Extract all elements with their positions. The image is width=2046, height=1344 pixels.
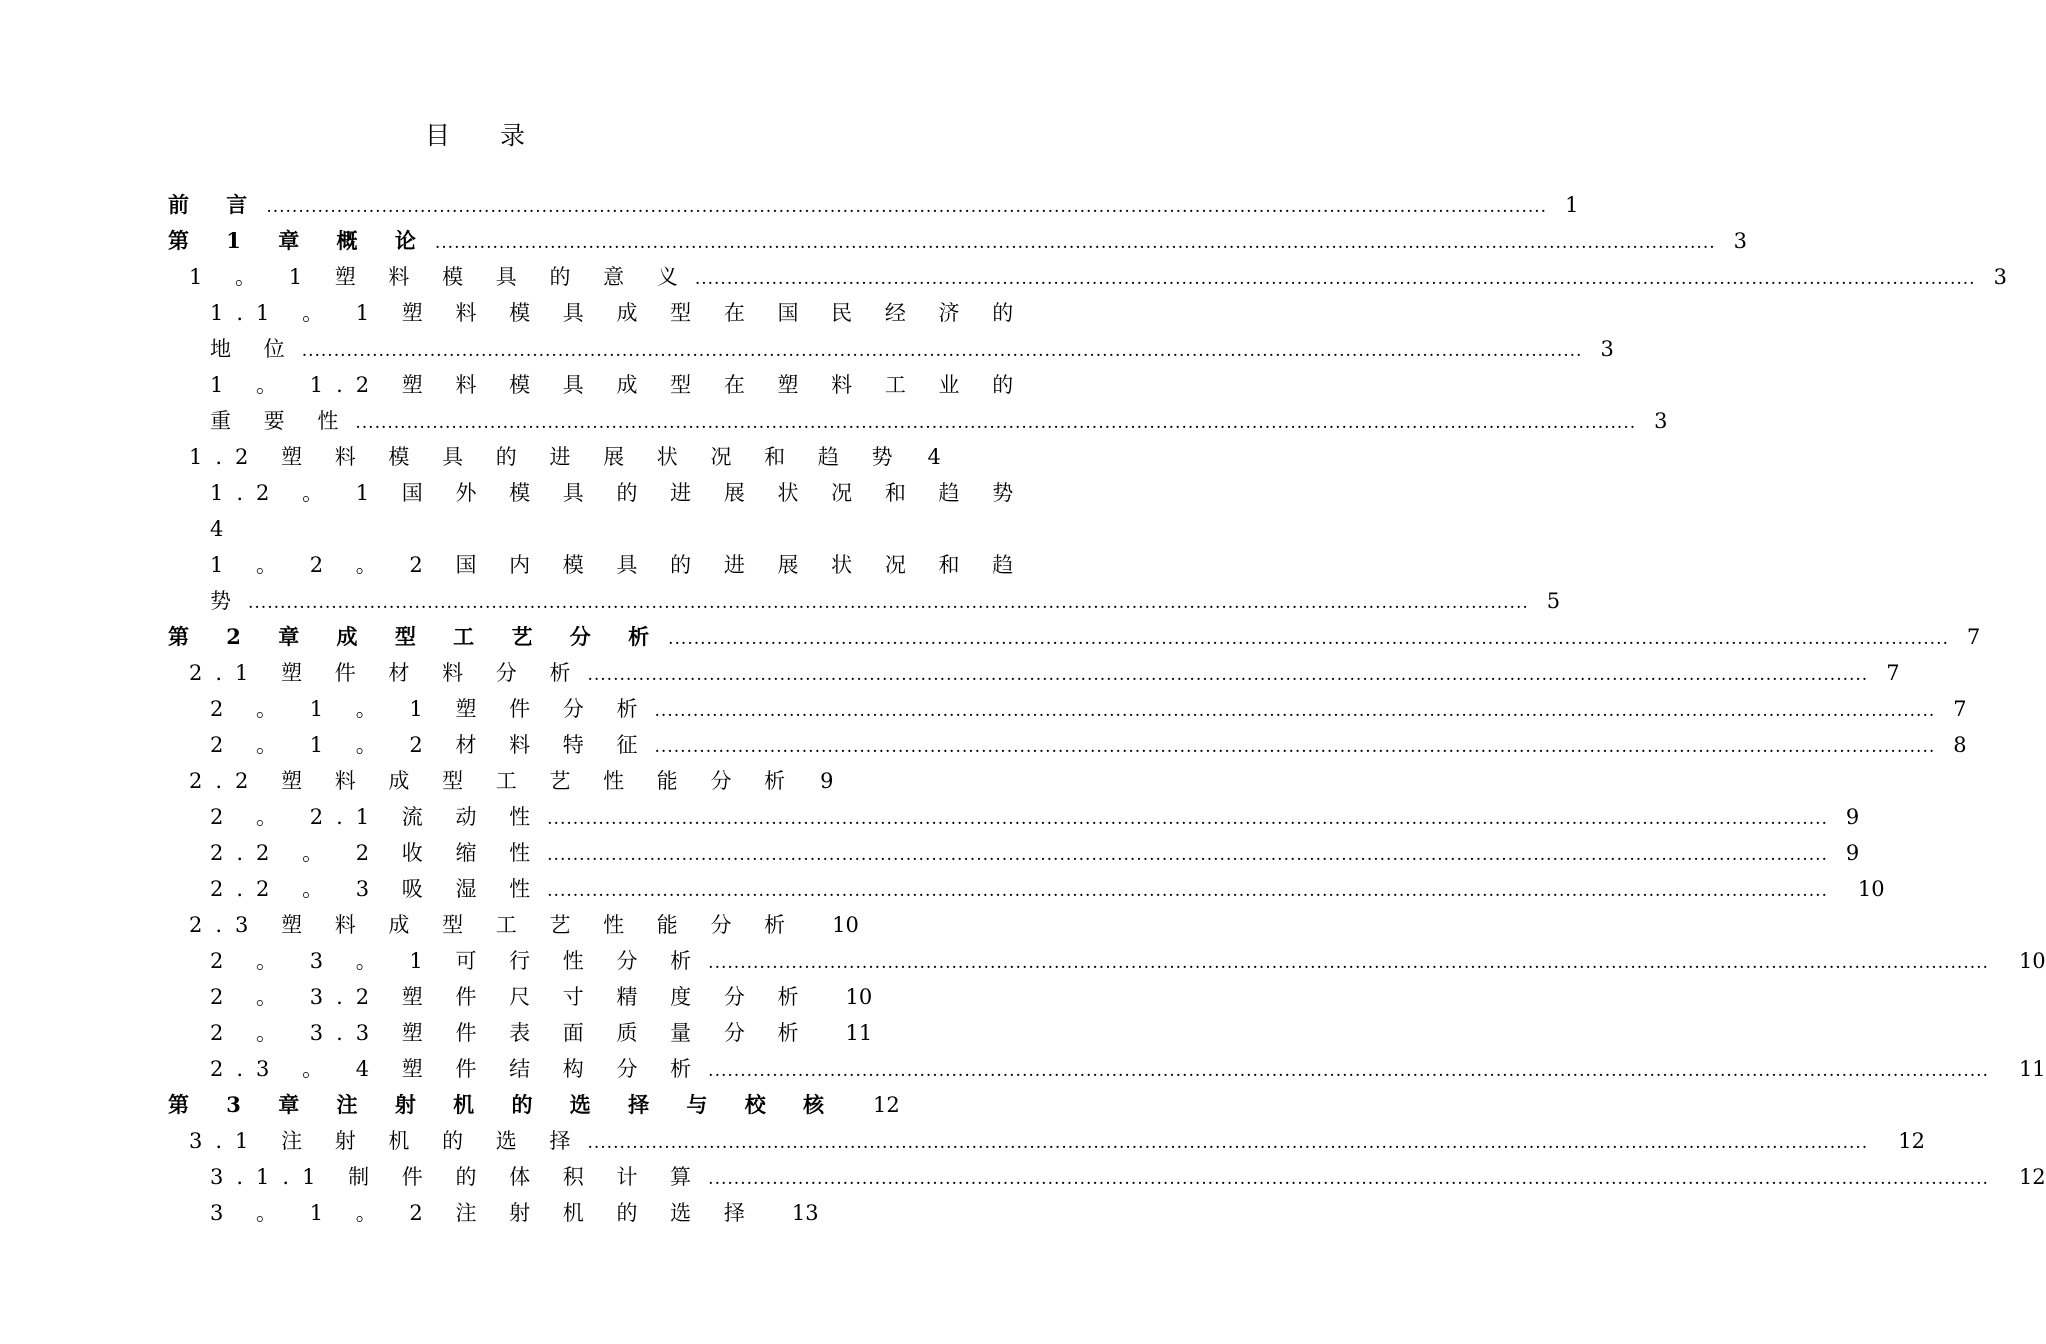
toc-page-number: 9 bbox=[820, 769, 834, 793]
toc-entry[interactable] bbox=[168, 1015, 873, 1051]
toc-entry[interactable] bbox=[168, 331, 1614, 367]
toc-page-number: 13 bbox=[791, 1201, 819, 1225]
toc-page-number: 5 bbox=[1546, 589, 1561, 613]
toc-entry[interactable] bbox=[168, 907, 859, 943]
toc-leader-dots: ........................................................................................................................................................................................................ bbox=[248, 593, 1529, 613]
toc-entry[interactable] bbox=[168, 187, 1579, 223]
toc-page-number: 10 bbox=[2018, 949, 2046, 973]
toc-page-number: 4 bbox=[927, 445, 941, 469]
toc-entry[interactable] bbox=[168, 1123, 1925, 1159]
toc-entry-title: 1 。 2 。 2 国 内 模 具 的 进 展 状 况 和 趋 bbox=[210, 553, 1027, 577]
toc-entry[interactable] bbox=[168, 1087, 900, 1123]
toc-page-number: 7 bbox=[1966, 625, 1981, 649]
table-of-contents bbox=[168, 187, 2046, 1231]
toc-entry[interactable] bbox=[168, 223, 1747, 259]
toc-entry[interactable] bbox=[168, 727, 1967, 763]
toc-entry[interactable] bbox=[168, 799, 1860, 835]
toc-page-number: 3 bbox=[1993, 265, 2007, 289]
toc-entry[interactable] bbox=[168, 763, 834, 799]
toc-page-number: 10 bbox=[1857, 877, 1885, 901]
toc-page-number: 11 bbox=[2018, 1057, 2046, 1081]
toc-leader-dots: ........................................................................................................................................................................................................ bbox=[301, 341, 1583, 361]
toc-entry-title: 2.3 塑 料 成 型 工 艺 性 能 分 析 bbox=[189, 913, 799, 937]
toc-entry-title: 2 。 3.3 塑 件 表 面 质 量 分 析 bbox=[210, 1021, 812, 1045]
toc-page-number: 9 bbox=[1845, 805, 1860, 829]
toc-entry-title: 2 。 3 。 1 可 行 性 分 析 bbox=[210, 949, 705, 973]
toc-leader-dots: ........................................................................................................................................................................................................ bbox=[654, 737, 1936, 757]
toc-leader-dots: ........................................................................................................................................................................................................ bbox=[266, 197, 1548, 217]
toc-page-number: 8 bbox=[1953, 733, 1967, 757]
toc-leader-dots: ........................................................................................................................................................................................................ bbox=[587, 665, 1869, 685]
toc-leader-dots: ........................................................................................................................................................................................................ bbox=[708, 1169, 1989, 1189]
toc-entry[interactable] bbox=[168, 835, 1860, 871]
toc-entry-title: 2 。 3.2 塑 件 尺 寸 精 度 分 析 bbox=[210, 985, 812, 1009]
toc-entry[interactable] bbox=[168, 295, 1027, 331]
toc-leader-dots: ........................................................................................................................................................................................................ bbox=[668, 629, 1949, 649]
toc-page-number: 3 bbox=[1600, 337, 1614, 361]
toc-entry-title: 2 。 2.1 流 动 性 bbox=[210, 805, 544, 829]
toc-entry-title: 2 。 1 。 2 材 料 特 征 bbox=[210, 733, 651, 757]
toc-entry[interactable] bbox=[168, 583, 1561, 619]
toc-page-number: 12 bbox=[873, 1093, 900, 1117]
toc-leader-dots: ........................................................................................................................................................................................................ bbox=[587, 1133, 1869, 1153]
toc-entry-title: 3.1.1 制 件 的 体 积 计 算 bbox=[210, 1165, 705, 1189]
toc-leader-dots: ........................................................................................................................................................................................................ bbox=[547, 845, 1828, 865]
toc-page-number: 9 bbox=[1845, 841, 1860, 865]
toc-entry[interactable] bbox=[168, 475, 1027, 511]
toc-entry[interactable] bbox=[168, 259, 2007, 295]
toc-page-number: 1 bbox=[1565, 193, 1579, 217]
toc-entry-title: 2.3 。 4 塑 件 结 构 分 析 bbox=[210, 1057, 705, 1081]
toc-leader-dots: ........................................................................................................................................................................................................ bbox=[708, 1061, 1989, 1081]
toc-entry-title: 1.2 。 1 国 外 模 具 的 进 展 状 况 和 趋 势 bbox=[210, 481, 1027, 505]
toc-entry[interactable] bbox=[168, 1195, 818, 1231]
toc-page-number: 7 bbox=[1953, 697, 1967, 721]
toc-page-number: 11 bbox=[845, 1021, 873, 1045]
toc-entry-title: 重 要 性 bbox=[210, 409, 352, 433]
toc-entry[interactable] bbox=[168, 1159, 2046, 1195]
page-title: 目录 bbox=[424, 121, 575, 150]
toc-entry-title: 第 2 章 成 型 工 艺 分 析 bbox=[168, 624, 665, 649]
toc-entry[interactable] bbox=[168, 943, 2046, 979]
toc-leader-dots: ........................................................................................................................................................................................................ bbox=[654, 701, 1936, 721]
toc-entry[interactable] bbox=[168, 547, 1027, 583]
toc-entry[interactable] bbox=[168, 619, 1981, 655]
toc-entry-title: 地 位 bbox=[210, 337, 298, 361]
toc-entry[interactable] bbox=[168, 367, 1027, 403]
toc-leader-dots: ........................................................................................................................................................................................................ bbox=[434, 233, 1716, 253]
toc-entry-title: 2.2 。 2 收 缩 性 bbox=[210, 841, 544, 865]
toc-entry-title: 2.1 塑 件 材 料 分 析 bbox=[189, 661, 584, 685]
toc-entry[interactable] bbox=[168, 403, 1668, 439]
toc-entry[interactable] bbox=[168, 511, 818, 547]
toc-leader-dots: ........................................................................................................................................................................................................ bbox=[547, 809, 1828, 829]
toc-entry-title: 3.1 注 射 机 的 选 择 bbox=[189, 1129, 584, 1153]
toc-entry[interactable] bbox=[168, 655, 1900, 691]
toc-leader-dots: ........................................................................................................................................................................................................ bbox=[355, 413, 1637, 433]
toc-page-number: 12 bbox=[2018, 1165, 2046, 1189]
toc-entry-title: 1.2 塑 料 模 具 的 进 展 状 况 和 趋 势 bbox=[189, 445, 906, 469]
toc-entry-title: 第 3 章 注 射 机 的 选 择 与 校 核 bbox=[168, 1092, 840, 1117]
toc-leader-dots: ........................................................................................................................................................................................................ bbox=[547, 881, 1828, 901]
toc-entry-title: 2.2 塑 料 成 型 工 艺 性 能 分 析 bbox=[189, 769, 799, 793]
toc-page-number: 10 bbox=[845, 985, 873, 1009]
toc-entry-title: 1 。 1.2 塑 料 模 具 成 型 在 塑 料 工 业 的 bbox=[210, 373, 1027, 397]
toc-entry-title: 2 。 1 。 1 塑 件 分 析 bbox=[210, 697, 651, 721]
toc-entry-title: 第 1 章 概 论 bbox=[168, 228, 431, 253]
toc-entry-title: 前 言 bbox=[168, 192, 263, 217]
toc-entry[interactable] bbox=[168, 439, 941, 475]
toc-page-number: 3 bbox=[1654, 409, 1668, 433]
toc-entry-title: 1 。 1 塑 料 模 具 的 意 义 bbox=[189, 265, 691, 289]
toc-leader-dots: ........................................................................................................................................................................................................ bbox=[694, 269, 1976, 289]
toc-page-number: 10 bbox=[832, 913, 859, 937]
toc-entry[interactable] bbox=[168, 979, 873, 1015]
toc-entry-title: 1.1 。 1 塑 料 模 具 成 型 在 国 民 经 济 的 bbox=[210, 301, 1027, 325]
toc-entry-title: 4 bbox=[210, 517, 237, 541]
toc-entry-title: 2.2 。 3 吸 湿 性 bbox=[210, 877, 544, 901]
toc-entry-title: 势 bbox=[210, 589, 244, 613]
toc-entry[interactable] bbox=[168, 691, 1967, 727]
toc-page-number: 12 bbox=[1898, 1129, 1925, 1153]
toc-page-number: 3 bbox=[1733, 229, 1747, 253]
toc-entry[interactable] bbox=[168, 871, 1885, 907]
toc-entry[interactable] bbox=[168, 1051, 2046, 1087]
toc-page-number: 7 bbox=[1886, 661, 1900, 685]
toc-entry-title: 3 。 1 。 2 注 射 机 的 选 择 bbox=[210, 1201, 758, 1225]
toc-leader-dots: ........................................................................................................................................................................................................ bbox=[708, 953, 1989, 973]
